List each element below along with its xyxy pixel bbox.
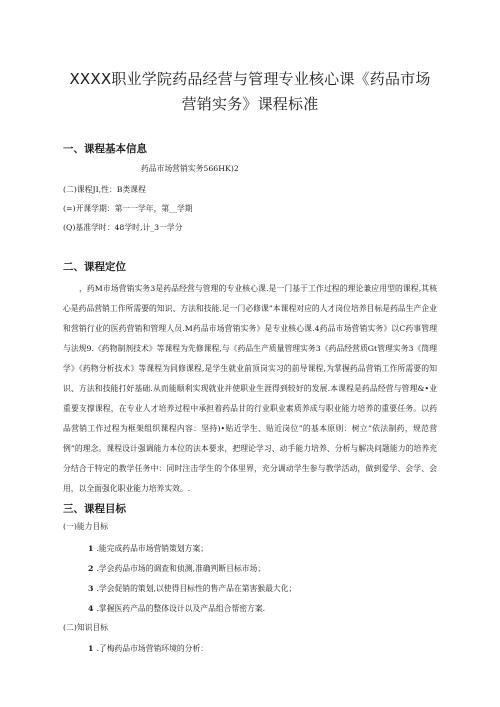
ability-item: 1 .能完成药品市场营销策划方案； [88,544,209,553]
positioning-paragraph: ，药M市场营销实务3是药品经营与管理的专业核心课.是一门基于工作过程的理论兼应用型的课程,其核心是药品营销工作所需要的知识、方法和技能.足一门必修课”本课程对应的人才岗位培养目标是药品生产企业和营销行业的医药营销和管理人员.M药品市场营销实务》是专业核心课.4药品市场营销实务》以C药事管理与法规9.《药物制剂技术》等课程为先修课程,与《药品生产质量管理实务3《药品经营质Gt管理实务3《筒理学》《药物分析技术》等课程为同修课程,是学生就业前顶岗实习的前导课程,为掌握药品营销工作所需要的知识、方法和技能打好基础.从而能顺利实现就业并使职业生涯得到较好的发展.本课程是药品经营与管理&•业重要支撑课程，在专业人才培养过程中承担着药品甘的行业职业素质养成与职业能力培养的重要任务。以药品营销工作过程为框架组织课程内容：坚持)•贴近学生、贴近岗位”的基本原则：树立”依法制药，规范营例”的理念。课程设计强调能力本位的法本要求，把理论学习、动手能力培养、分析与解决问题能力的培养充分结合于特定的教学任务中：同时注击学生的个体里界，充分调动学生参与教学活动，做到爱学、会学、会用，以全面强化职业能力培养实效。. [63,284,437,493]
course-semester: (=)开课学期：第一一学年，第__学期 [63,204,193,213]
section-heading-objectives: 三、课程目标 [63,503,126,515]
ability-item: 2 .学会药品市场的调查和侦测,准确判断目标市场； [88,564,266,573]
ability-objectives-label: (一)能力目标 [63,522,109,531]
course-hours: (Q)基准学时：48学时,计_3一学分 [63,223,183,232]
document-title-line-1: XXXX职业学院药品经营与管理专业核心课《药品市场 [69,70,431,88]
course-code: 药品市场营销实务566HK)2 [141,164,239,173]
knowledge-objectives-label: (二)知识目标 [63,623,109,632]
document-title-line-2: 营销实务》课程标准 [181,95,319,113]
course-nature: (二)课程JI,性：B类课程 [63,185,146,194]
ability-item: 3 .学会促销的策划,以使得目标性的售产品在第害猴最大化； [88,584,297,593]
section-heading-positioning: 二、课程定位 [63,261,126,273]
section-heading-basic-info: 一、课程基本信息 [63,143,147,155]
ability-item: 4 .掌握医药产品的整体设计以及产品组合帮密方案. [88,604,266,613]
knowledge-item: 1 .了梅药品市场营销环境的分析： [88,644,209,653]
